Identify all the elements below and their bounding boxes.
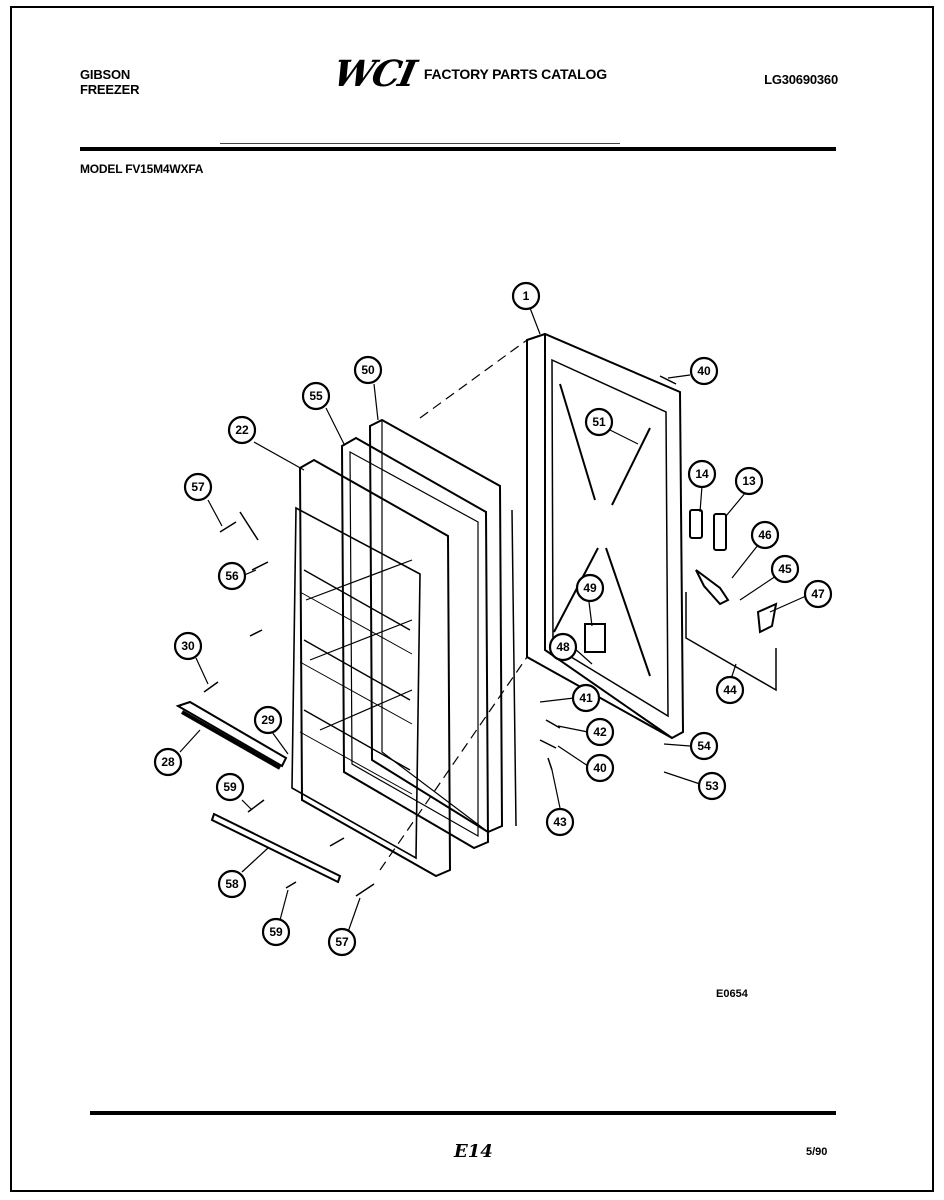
catalog-title: FACTORY PARTS CATALOG — [423, 65, 607, 82]
product-type: FREEZER — [80, 82, 140, 97]
callout-label: 44 — [723, 683, 737, 697]
callout-label: 47 — [811, 587, 825, 601]
callout-label: 53 — [705, 779, 719, 793]
callout-part-22 — [229, 417, 255, 443]
callout-label: 48 — [556, 640, 570, 654]
door-drawing — [178, 308, 806, 932]
callout-part-56 — [219, 563, 245, 589]
callout-part-14 — [689, 461, 715, 487]
brand-name: GIBSON — [80, 67, 131, 82]
handle-part-13 — [714, 514, 726, 550]
callout-part-28 — [155, 749, 181, 775]
callout-label: 57 — [191, 480, 205, 494]
callout-label: 40 — [593, 761, 607, 775]
catalog-code: LG30690360 — [764, 72, 838, 87]
callout-part-42 — [587, 719, 613, 745]
footer-rule — [90, 1111, 836, 1115]
callout-label: 42 — [593, 725, 607, 739]
callout-label: 28 — [161, 755, 175, 769]
callout-part-59 — [263, 919, 289, 945]
callout-part-51 — [586, 409, 612, 435]
callout-label: 57 — [335, 935, 349, 949]
callout-label: 13 — [742, 474, 756, 488]
callout-part-30 — [175, 633, 201, 659]
callout-part-53 — [699, 773, 725, 799]
callout-label: 46 — [758, 528, 772, 542]
figure-code: E0654 — [716, 988, 748, 1000]
callout-part-48 — [550, 634, 576, 660]
callout-part-40 — [691, 358, 717, 384]
callout-label: 45 — [778, 562, 792, 576]
callout-part-58 — [219, 871, 245, 897]
callout-label: 22 — [235, 423, 249, 437]
callout-part-55 — [303, 383, 329, 409]
print-date: 5/90 — [806, 1146, 828, 1158]
callout-part-41 — [573, 685, 599, 711]
callout-label: 29 — [261, 713, 275, 727]
callout-label: 55 — [309, 389, 323, 403]
page-number: E14 — [454, 1141, 493, 1162]
callout-part-54 — [691, 733, 717, 759]
callout-part-57 — [329, 929, 355, 955]
callout-part-49 — [577, 575, 603, 601]
callout-label: 14 — [695, 467, 709, 481]
callout-label: 41 — [579, 691, 593, 705]
wci-logo: WCI — [329, 53, 419, 95]
callout-label: 51 — [592, 415, 606, 429]
callout-label: 50 — [361, 363, 375, 377]
callout-part-40 — [587, 755, 613, 781]
inner-liner-panel — [370, 420, 502, 832]
model-label: MODEL FV15M4WXFA — [80, 162, 204, 176]
callout-label: 58 — [225, 877, 239, 891]
callout-label: 49 — [583, 581, 597, 595]
part-49-block — [585, 624, 605, 652]
callout-part-46 — [752, 522, 778, 548]
callout-part-29 — [255, 707, 281, 733]
callout-label: 43 — [553, 815, 567, 829]
callout-part-1 — [513, 283, 539, 309]
callout-label: 59 — [223, 780, 237, 794]
part-callouts — [155, 283, 831, 955]
callout-part-47 — [805, 581, 831, 607]
callout-part-57 — [185, 474, 211, 500]
callout-part-43 — [547, 809, 573, 835]
callout-part-59 — [217, 774, 243, 800]
callout-part-50 — [355, 357, 381, 383]
callout-label: 56 — [225, 569, 239, 583]
callout-label: 59 — [269, 925, 283, 939]
callout-label: 30 — [181, 639, 195, 653]
callout-part-45 — [772, 556, 798, 582]
callout-part-44 — [717, 677, 743, 703]
callout-label: 40 — [697, 364, 711, 378]
callout-label: 1 — [522, 289, 530, 303]
handle-part-14 — [690, 510, 702, 538]
callout-label: 54 — [697, 739, 711, 753]
callout-part-13 — [736, 468, 762, 494]
